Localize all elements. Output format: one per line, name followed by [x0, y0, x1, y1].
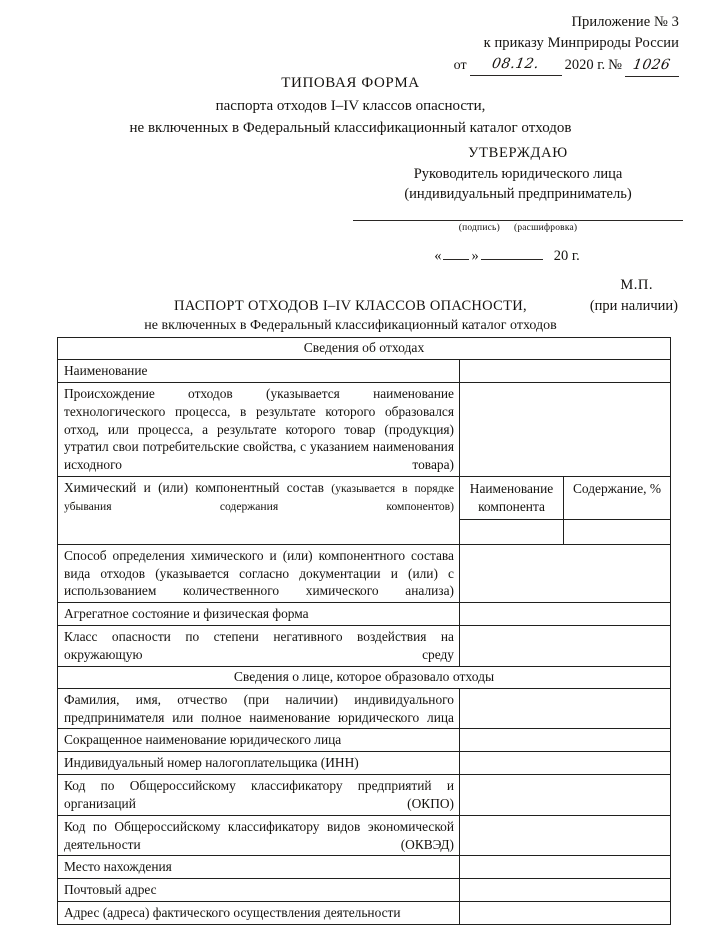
- row-value-okved[interactable]: [460, 815, 671, 856]
- passport-heading: [0, 296, 701, 336]
- row-label-name: Наименование: [58, 360, 460, 383]
- signature-rule: [353, 220, 683, 221]
- row-label-aggregate-state: Агрегатное состояние и физическая форма: [58, 603, 460, 626]
- section-header-person-info: Сведения о лице, которое образовало отходы: [58, 666, 671, 688]
- table-row: [58, 626, 671, 667]
- form-title: [0, 72, 701, 140]
- approver-role-line-2: (индивидуальный предприниматель): [404, 186, 632, 203]
- column-header-component-content: Содержание, %: [564, 477, 671, 520]
- number-sign: №: [608, 57, 622, 74]
- row-value-hazard-class[interactable]: [460, 626, 671, 667]
- stamp-note: (при наличии): [589, 298, 678, 315]
- row-value-aggregate-state[interactable]: [460, 603, 671, 626]
- row-label-actual-address: Адрес (адреса) фактического осуществления деятельности: [58, 902, 460, 925]
- approve-word: УТВЕРЖДАЮ: [468, 145, 568, 161]
- row-label-postal-address: Почтовый адрес: [58, 879, 460, 902]
- day-blank[interactable]: [443, 259, 469, 260]
- row-label-composition: [58, 477, 460, 545]
- method-note-text: (указывается согласно документации и (или) с использованием количественного химического анализа): [64, 565, 454, 599]
- table-row-section-person: [58, 666, 671, 688]
- row-label-hazard-class: Класс опасности по степени негативного воздействия на окружающую среду: [58, 626, 460, 667]
- waste-passport-table: [57, 337, 671, 925]
- table-row: [58, 856, 671, 879]
- form-title-line-1: ТИПОВАЯ ФОРМА: [281, 75, 420, 91]
- row-label-full-name: Фамилия, имя, отчество (при наличии) индивидуального предпринимателя или полное наименование юридического лица: [58, 688, 460, 729]
- table-row: [58, 603, 671, 626]
- table-row: [58, 729, 671, 752]
- row-value-actual-address[interactable]: [460, 902, 671, 925]
- row-value-postal-address[interactable]: [460, 879, 671, 902]
- month-blank[interactable]: [481, 259, 543, 260]
- row-value-inn[interactable]: [460, 752, 671, 775]
- table-row: [58, 544, 671, 602]
- order-number-handwritten: 1026: [632, 57, 672, 74]
- row-value-component-name[interactable]: [460, 519, 564, 544]
- row-value-name[interactable]: [460, 360, 671, 383]
- row-label-inn: Индивидуальный номер налогоплательщика (ИНН): [58, 752, 460, 775]
- table-row: [58, 902, 671, 925]
- table-row: [58, 815, 671, 856]
- order-reference: к приказу Минприроды России: [483, 35, 679, 52]
- row-value-okpo[interactable]: [460, 775, 671, 816]
- row-label-short-name: Сокращенное наименование юридического лица: [58, 729, 460, 752]
- signature-caption: [353, 222, 683, 235]
- form-title-line-3: не включенных в Федеральный классификационный каталог отходов: [129, 120, 572, 136]
- stamp-label: М.П.: [620, 276, 653, 293]
- quote-close: »: [471, 248, 479, 265]
- table-row: [58, 879, 671, 902]
- table-row-section-waste: [58, 338, 671, 360]
- table-row: [58, 688, 671, 729]
- order-date-handwritten: 08.12.: [490, 56, 541, 73]
- signature-label: (подпись): [458, 222, 500, 233]
- transcript-label: (расшифровка): [513, 222, 578, 233]
- column-header-component-name: Наименование компонента: [460, 477, 564, 520]
- composition-main-text: Химический и (или) компонентный состав: [64, 480, 324, 496]
- approval-block: [353, 143, 683, 317]
- approval-year-label: 20 г.: [553, 248, 580, 265]
- approval-date-row: [353, 246, 683, 267]
- section-header-waste-info: Сведения об отходах: [58, 338, 671, 360]
- passport-heading-line-2: не включенных в Федеральный классификационный каталог отходов: [144, 318, 557, 334]
- method-main-text: Способ определения химического и (или) компонентного состава вида отходов: [64, 547, 454, 581]
- row-label-location: Место нахождения: [58, 856, 460, 879]
- table-row: [58, 382, 671, 476]
- row-label-method: [58, 544, 460, 602]
- row-value-method[interactable]: [460, 544, 671, 602]
- table-row: [58, 752, 671, 775]
- table-row: [58, 775, 671, 816]
- row-label-origin: Происхождение отходов (указывается наименование технологического процесса, в результате которого образовался отход, или процесса, а результате которого товар (продукция) утратил свои потребительские свойства, с указанием наименования исходного товара): [58, 382, 460, 476]
- row-value-short-name[interactable]: [460, 729, 671, 752]
- row-value-full-name[interactable]: [460, 688, 671, 729]
- composition-note-text: (указывается в порядке убывания содержания компонентов): [64, 482, 454, 513]
- row-value-component-content[interactable]: [564, 519, 671, 544]
- table-row: [58, 360, 671, 383]
- row-value-origin[interactable]: [460, 382, 671, 476]
- row-label-okpo: Код по Общероссийскому классификатору предприятий и организаций (ОКПО): [58, 775, 460, 816]
- ot-label: от: [453, 58, 467, 74]
- approver-role-line-1: Руководитель юридического лица: [413, 165, 623, 182]
- passport-heading-line-1: ПАСПОРТ ОТХОДОВ I–IV КЛАССОВ ОПАСНОСТИ,: [174, 298, 527, 314]
- row-label-okved: Код по Общероссийскому классификатору видов экономической деятельности (ОКВЭД): [58, 815, 460, 856]
- appendix-block: [349, 12, 679, 77]
- table-row: [58, 477, 671, 520]
- row-value-location[interactable]: [460, 856, 671, 879]
- quote-open: «: [434, 248, 442, 265]
- order-year: 2020 г.: [564, 57, 606, 74]
- appendix-number: Приложение № 3: [571, 14, 679, 30]
- form-title-line-2: паспорта отходов I–IV классов опасности,: [215, 97, 486, 114]
